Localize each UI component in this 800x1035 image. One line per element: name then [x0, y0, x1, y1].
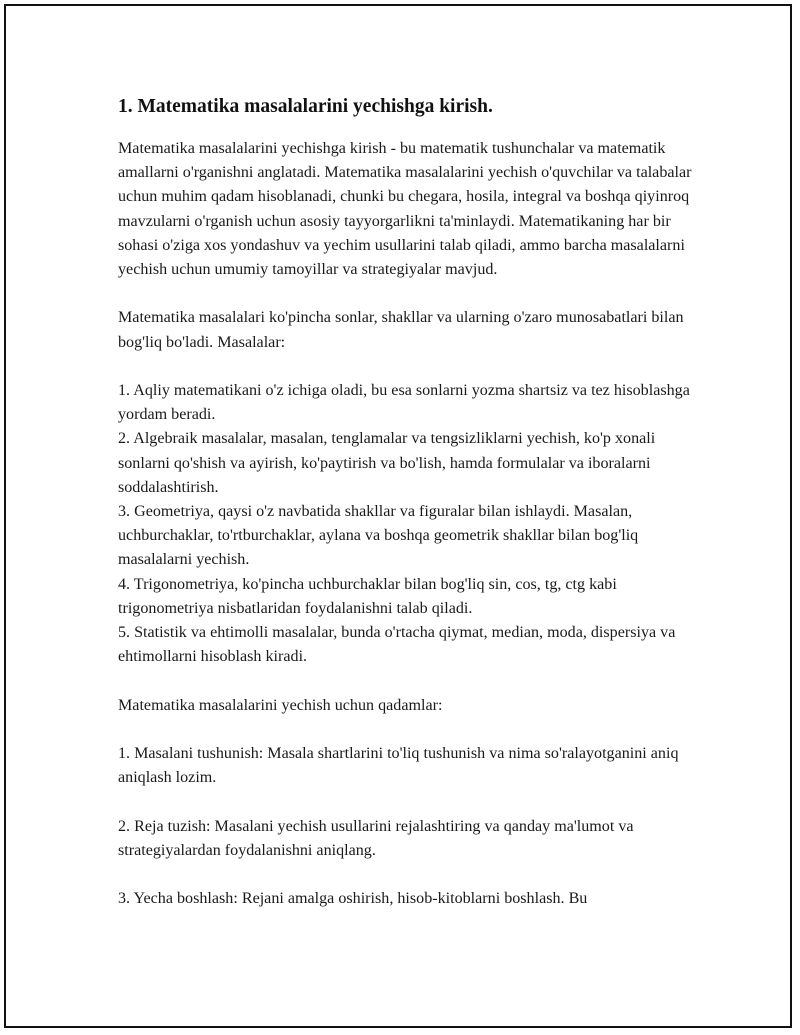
steps-intro-paragraph: Matematika masalalarini yechish uchun qadamlar:	[118, 696, 443, 714]
step-item-2: 2. Reja tuzish: Masalani yechish usullarini rejalashtiring va qanday ma'lumot va strategiyalardan foydalanishni aniqlang.	[118, 817, 634, 859]
section-heading: 1. Matematika masalalarini yechishga kirish.	[118, 96, 493, 117]
problem-type-item-4: 4. Trigonometriya, ko'pincha uchburchaklar bilan bog'liq sin, cos, tg, ctg kabi trigonometriya nisbatlaridan foydalanishni talab qiladi.	[118, 575, 617, 617]
step-item-3: 3. Yecha boshlash: Rejani amalga oshirish, hisob-kitoblarni boshlash. Bu	[118, 890, 588, 908]
paragraph-gap	[118, 863, 708, 887]
paragraph-gap	[118, 790, 708, 814]
paragraph-gap	[118, 669, 708, 693]
paragraph-gap	[118, 282, 708, 306]
problem-type-item-2: 2. Algebraik masalalar, masalan, tenglamalar va tengsizliklarni yechish, ko'p xonali sonlarni qo'shish va ayirish, ko'paytirish va bo'lish, hamda formulalar va iboralarni soddalashtirish.	[118, 430, 656, 496]
types-intro-paragraph: Matematika masalalari ko'pincha sonlar, shakllar va ularning o'zaro munosabatlari bilan bog'liq bo'ladi. Masalalar:	[118, 309, 684, 351]
problem-type-item-5: 5. Statistik va ehtimolli masalalar, bunda o'rtacha qiymat, median, moda, dispersiya va ehtimollarni hisoblash kiradi.	[118, 624, 676, 666]
paragraph-gap	[118, 718, 708, 742]
problem-type-item-1: 1. Aqliy matematikani o'z ichiga oladi, bu esa sonlarni yozma shartsiz va tez hisoblashga yordam beradi.	[118, 382, 690, 424]
step-item-1: 1. Masalani tushunish: Masala shartlarini to'liq tushunish va nima so'ralayotganini aniq aniqlash lozim.	[118, 745, 679, 787]
paragraph-gap	[118, 355, 708, 379]
problem-type-item-3: 3. Geometriya, qaysi o'z navbatida shakllar va figuralar bilan ishlaydi. Masalan, uchburchaklar, to'rtburchaklar, aylana va boshqa geometrik shakllar bilan bog'liq masalalarni yechish.	[118, 503, 639, 569]
intro-paragraph: Matematika masalalarini yechishga kirish - bu matematik tushunchalar va matematik amallarni o'rganishni anglatadi. Matematika masalalarini yechish o'quvchilar va talabalar uchun muhim qadam hisoblanadi, chunki bu chegara, hosila, integral va boshqa qiyinroq mavzularni o'rganish uchun asosiy tayyorgarlikni ta'minlaydi. Matematikaning har bir sohasi o'ziga xos yondashuv va yechim usullarini talab qiladi, ammo barcha masalalarni yechish uchun umumiy tamoyillar va strategiyalar mavjud.	[118, 140, 692, 279]
document-body	[118, 94, 708, 911]
